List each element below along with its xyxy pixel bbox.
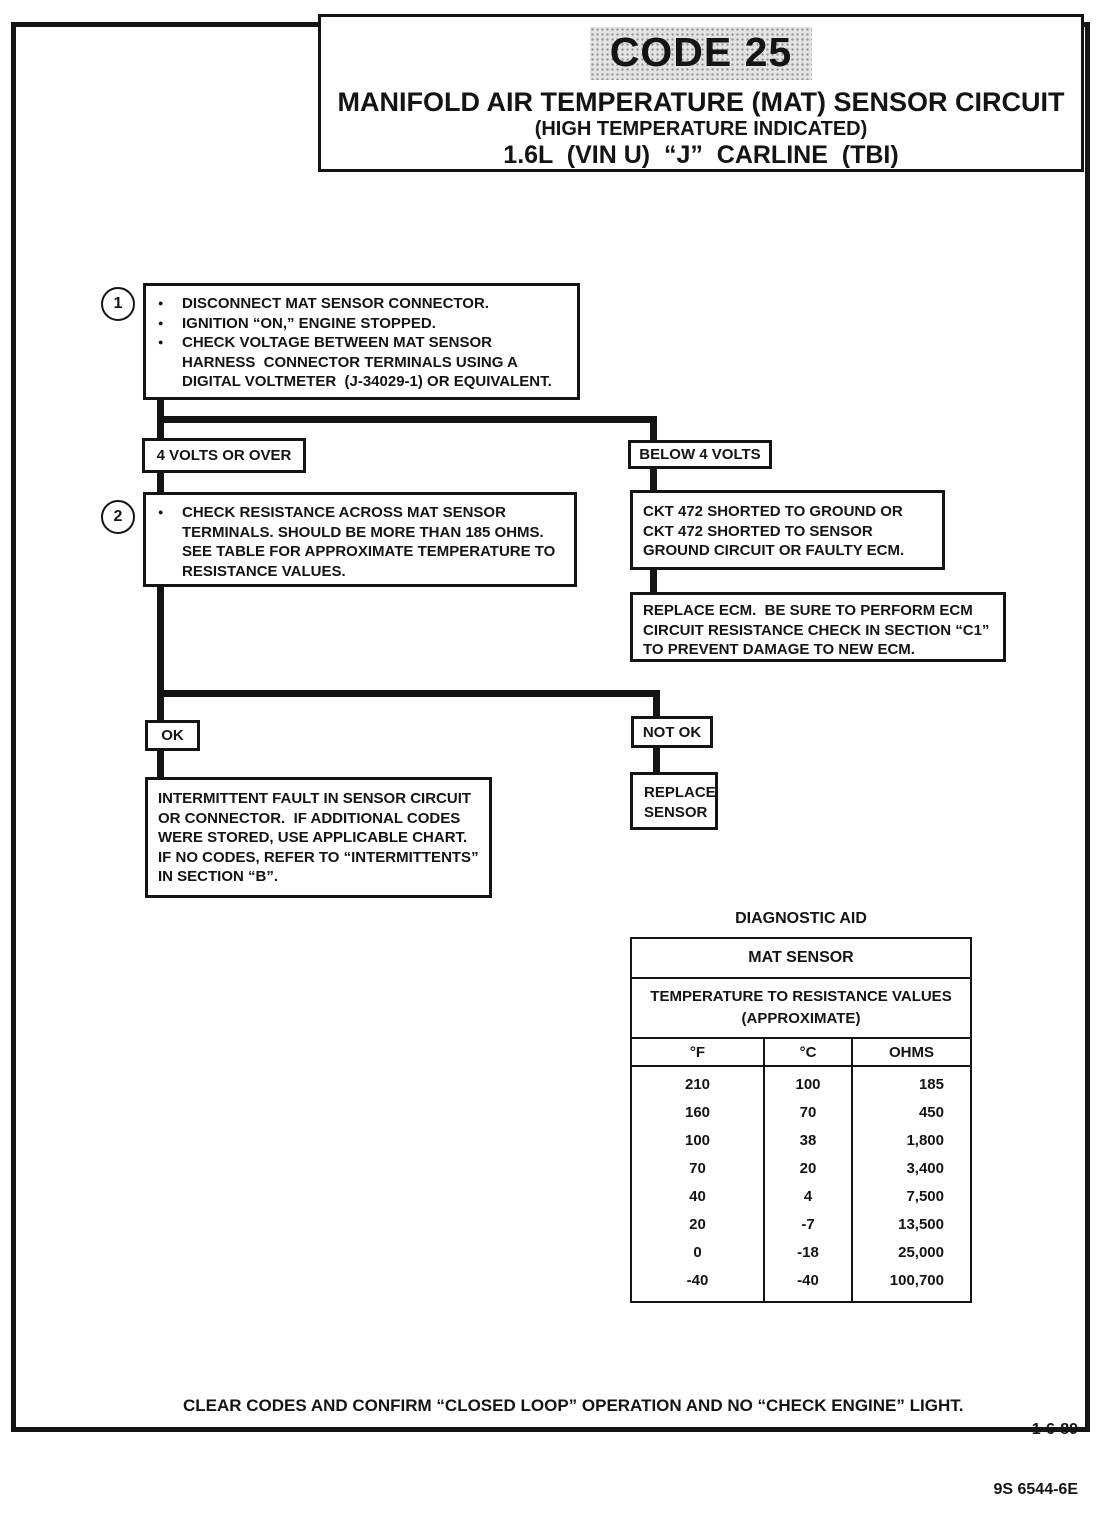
step-number-2-label: 2 bbox=[113, 508, 123, 525]
diagnostic-aid-heading: DIAGNOSTIC AID bbox=[735, 910, 867, 927]
branch-not-ok bbox=[631, 716, 713, 748]
table-cell: 20 bbox=[689, 1216, 706, 1233]
instruction-line bbox=[156, 503, 564, 523]
diagnosis-text: IN SECTION “B”. bbox=[158, 868, 279, 885]
page-title: MANIFOLD AIR TEMPERATURE (MAT) SENSOR CIRCUIT bbox=[337, 87, 1065, 118]
action-text: TO PREVENT DAMAGE TO NEW ECM. bbox=[643, 641, 915, 658]
instruction-line bbox=[156, 314, 567, 334]
branch-label: 4 VOLTS OR OVER bbox=[156, 447, 292, 464]
connector-line bbox=[653, 690, 660, 718]
table-cell: -18 bbox=[797, 1244, 819, 1261]
mat-sensor-table bbox=[630, 937, 972, 1303]
table-cell: 3,400 bbox=[906, 1160, 944, 1177]
instruction-line bbox=[156, 333, 567, 353]
instruction-text: IGNITION “ON,” ENGINE STOPPED. bbox=[182, 314, 436, 332]
step1-instructions-box bbox=[143, 283, 580, 400]
branch-label: BELOW 4 VOLTS bbox=[639, 446, 761, 463]
table-cell: 70 bbox=[689, 1160, 706, 1177]
bullet-icon: ● bbox=[158, 337, 164, 347]
table-grid bbox=[632, 1039, 970, 1301]
instruction-text: SEE TABLE FOR APPROXIMATE TEMPERATURE TO bbox=[182, 543, 556, 560]
instruction-line bbox=[156, 562, 564, 582]
step-number-1-label: 1 bbox=[113, 295, 123, 312]
table-subtitle-line: TEMPERATURE TO RESISTANCE VALUES bbox=[650, 988, 952, 1005]
footer-document-code: 9S 6544-6E bbox=[993, 1481, 1078, 1498]
diagnosis-text: CKT 472 SHORTED TO SENSOR bbox=[643, 522, 873, 540]
table-cell: 70 bbox=[799, 1104, 817, 1121]
footer-instruction: CLEAR CODES AND CONFIRM “CLOSED LOOP” OPERATION AND NO “CHECK ENGINE” LIGHT. bbox=[183, 1396, 964, 1415]
connector-line bbox=[650, 568, 657, 595]
trouble-code-badge: CODE 25 bbox=[590, 27, 812, 80]
table-cell: 4 bbox=[803, 1188, 813, 1205]
table-subtitle-line: (APPROXIMATE) bbox=[741, 1010, 861, 1027]
connector-line bbox=[157, 416, 657, 423]
column-header: °F bbox=[632, 1039, 763, 1067]
bullet-icon bbox=[156, 372, 182, 392]
instruction-line bbox=[156, 353, 567, 373]
instruction-line bbox=[156, 294, 567, 314]
action-text: SENSOR bbox=[644, 803, 708, 821]
ckt-472-diagnosis-box bbox=[630, 490, 945, 570]
table-title: MAT SENSOR bbox=[632, 939, 970, 979]
table-cell: -7 bbox=[801, 1216, 815, 1233]
bullet-icon: ● bbox=[158, 317, 164, 328]
table-cell: 160 bbox=[684, 1104, 711, 1121]
diagnosis-text: GROUND CIRCUIT OR FAULTY ECM. bbox=[643, 542, 905, 559]
diagnosis-text: IF NO CODES, REFER TO “INTERMITTENTS” bbox=[158, 848, 479, 866]
instruction-line bbox=[156, 372, 567, 392]
table-cell: 20 bbox=[799, 1160, 817, 1177]
table-cell: -40 bbox=[797, 1272, 819, 1289]
footer-date: 1-6-89 bbox=[1031, 1421, 1078, 1438]
table-cell: 25,000 bbox=[898, 1244, 944, 1261]
bullet-icon bbox=[156, 562, 182, 582]
table-cell: 0 bbox=[693, 1244, 702, 1261]
footer-reference bbox=[993, 1380, 1078, 1540]
action-text: CIRCUIT RESISTANCE CHECK IN SECTION “C1” bbox=[643, 621, 990, 639]
bullet-icon bbox=[156, 523, 182, 543]
column-header: °C bbox=[765, 1039, 851, 1067]
instruction-text: DIGITAL VOLTMETER (J-34029-1) OR EQUIVALENT. bbox=[182, 373, 552, 390]
instruction-text: HARNESS CONNECTOR TERMINALS USING A bbox=[182, 353, 518, 371]
column-celsius bbox=[765, 1039, 853, 1301]
table-cell: 100 bbox=[684, 1132, 711, 1149]
column-ohms bbox=[853, 1039, 970, 1301]
instruction-text: CHECK VOLTAGE BETWEEN MAT SENSOR bbox=[182, 334, 493, 351]
bullet-icon: ● bbox=[158, 298, 164, 308]
instruction-text: DISCONNECT MAT SENSOR CONNECTOR. bbox=[182, 295, 489, 312]
instruction-text: RESISTANCE VALUES. bbox=[182, 562, 346, 580]
instruction-text: TERMINALS. SHOULD BE MORE THAN 185 OHMS. bbox=[182, 523, 544, 541]
step-number-2 bbox=[101, 500, 135, 534]
diagnosis-text: CKT 472 SHORTED TO GROUND OR bbox=[643, 503, 903, 520]
table-cell: -40 bbox=[686, 1272, 709, 1289]
step-number-1 bbox=[101, 287, 135, 321]
table-cell: 100,700 bbox=[889, 1272, 944, 1289]
intermittent-fault-box bbox=[145, 777, 492, 898]
table-cell: 40 bbox=[689, 1188, 706, 1205]
branch-below-4-volts bbox=[628, 440, 772, 469]
action-text: REPLACE bbox=[644, 784, 716, 801]
column-fahrenheit bbox=[632, 1039, 765, 1301]
column-header: OHMS bbox=[853, 1039, 970, 1067]
instruction-line bbox=[156, 542, 564, 562]
table-cell: 1,800 bbox=[906, 1132, 944, 1149]
branch-label: OK bbox=[161, 727, 184, 744]
table-cell: 450 bbox=[918, 1104, 944, 1121]
page-subtitle: (HIGH TEMPERATURE INDICATED) bbox=[534, 118, 868, 141]
table-cell: 38 bbox=[799, 1132, 817, 1149]
connector-line bbox=[157, 585, 164, 723]
title-box bbox=[318, 14, 1084, 172]
connector-line bbox=[650, 466, 657, 493]
replace-ecm-box bbox=[630, 592, 1006, 662]
table-cell: 185 bbox=[918, 1076, 944, 1093]
connector-line bbox=[650, 416, 657, 443]
branch-label: NOT OK bbox=[642, 723, 702, 741]
table-cell: 210 bbox=[684, 1076, 711, 1093]
step2-instructions-box bbox=[143, 492, 577, 587]
replace-sensor-box bbox=[630, 772, 718, 830]
action-text: REPLACE ECM. BE SURE TO PERFORM ECM bbox=[643, 602, 973, 619]
bullet-icon: ● bbox=[158, 507, 164, 517]
table-subtitle bbox=[632, 979, 970, 1039]
diagnosis-text: OR CONNECTOR. IF ADDITIONAL CODES bbox=[158, 809, 461, 827]
connector-line bbox=[157, 690, 660, 697]
connector-line bbox=[157, 749, 164, 779]
branch-4-volts-or-over bbox=[142, 438, 306, 473]
table-cell: 100 bbox=[795, 1076, 821, 1093]
instruction-line bbox=[156, 523, 564, 543]
engine-variant: 1.6L (VIN U) “J” CARLINE (TBI) bbox=[503, 141, 899, 170]
diagnosis-text: WERE STORED, USE APPLICABLE CHART. bbox=[158, 829, 468, 846]
branch-ok bbox=[145, 720, 200, 751]
table-cell: 13,500 bbox=[898, 1216, 944, 1233]
instruction-text: CHECK RESISTANCE ACROSS MAT SENSOR bbox=[182, 504, 506, 521]
bullet-icon bbox=[156, 542, 182, 562]
diagnosis-text: INTERMITTENT FAULT IN SENSOR CIRCUIT bbox=[158, 790, 472, 807]
table-cell: 7,500 bbox=[906, 1188, 944, 1205]
connector-line bbox=[653, 746, 660, 774]
bullet-icon bbox=[156, 353, 182, 373]
